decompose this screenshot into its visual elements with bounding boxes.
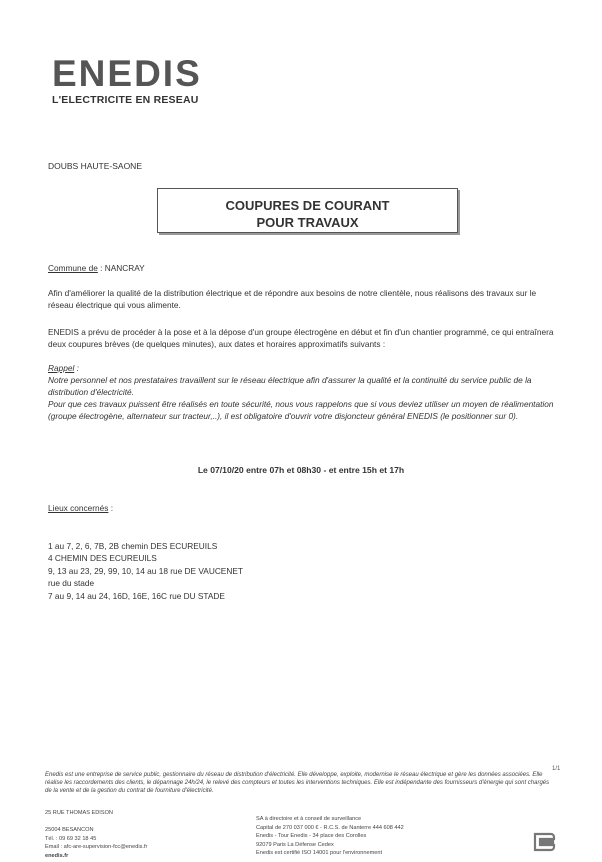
address-line	[45, 818, 147, 827]
legal-line: Enedis - Tour Enedis - 34 place des Corolles	[256, 833, 367, 840]
title-line-2: POUR TRAVAUX	[256, 215, 359, 230]
commune-value: : NANCRAY	[97, 263, 145, 273]
schedule-paragraph: ENEDIS a prévu de procéder à la pose et à la dépose d'un groupe électrogène en début et fin d'un chantier programmé, ce qui entraînera deux coupures brèves (de quelques minutes), aux dates et horaires approximatifs suivants :	[48, 327, 554, 349]
legal-line: Enedis est certifié ISO 14001 pour l'environnement	[256, 850, 383, 857]
logo-tagline: L'ELECTRICITE EN RESEAU	[52, 94, 199, 106]
page-number: 1/1	[552, 766, 561, 772]
commune-line	[48, 262, 145, 274]
legal-line: 92079 Paris La Défense Cedex	[256, 841, 334, 848]
place-item: 4 CHEMIN DES ECUREUILS	[48, 553, 157, 564]
lieux-label: Lieux concernés	[48, 503, 109, 513]
commune-label: Commune de	[48, 263, 98, 273]
intro-paragraph: Afin d'améliorer la qualité de la distribution électrique et de répondre aux besoins de notre clientèle, nous réalisons des travaux sur le réseau électrique qui vous alimente.	[48, 288, 537, 310]
place-item: 1 au 7, 2, 6, 7B, 2B chemin DES ECUREUILS	[48, 541, 218, 551]
logo-wordmark: ENEDIS	[52, 53, 202, 94]
address-line: 25004 BESANCON	[45, 827, 94, 834]
rappel-text-1: Notre personnel et nos prestataires travaillent sur le réseau électrique afin d'assurer la qualité et la continuité du service public de la distribution d'électricité.	[48, 375, 532, 397]
place-item: 9, 13 au 23, 29, 99, 10, 14 au 18 rue DE VAUCENET	[48, 565, 243, 576]
outage-dates: Le 07/10/20 entre 07h et 08h30 - et entre 15h et 17h	[197, 465, 405, 475]
lieux-suffix: :	[108, 503, 114, 513]
places-list	[48, 540, 243, 602]
title-line-1: COUPURES DE COURANT	[225, 198, 390, 213]
rappel-heading-suffix: :	[74, 363, 79, 373]
place-item: rue du stade	[48, 578, 95, 589]
title-box	[157, 188, 458, 233]
rappel-heading: Rappel	[48, 363, 75, 373]
website-link[interactable]: enedis.fr	[45, 852, 69, 859]
footer-description: Enedis est une entreprise de service public, gestionnaire du réseau de distribution d'électricité. Elle développe, exploite, modernise le réseau électrique et gère les données associées. Elle réalise les raccordements des clients, le dépannage 24h/24, le relevé des compteurs et toutes les interventions techniques. Elle est indépendante des fournisseurs d'énergie qui sont chargés de la vente et de la gestion du contrat de fourniture d'électricité.	[45, 772, 550, 794]
enedis-mark-icon	[531, 829, 557, 855]
address-line: Tél. : 09 69 32 18 45	[45, 835, 97, 842]
region-label: DOUBS HAUTE-SAONE	[48, 161, 142, 171]
address-line: 25 RUE THOMAS EDISON	[45, 810, 113, 816]
rappel-section	[48, 362, 562, 422]
footer-address-right	[256, 815, 404, 858]
footer-address-left	[45, 809, 147, 861]
enedis-logo	[52, 53, 202, 106]
place-item: 7 au 9, 14 au 24, 16D, 16E, 16C rue DU STADE	[48, 590, 225, 601]
legal-line: SA à directoire et à conseil de surveillance	[256, 816, 362, 822]
address-line: Email : afc-are-supervision-fcc@enedis.fr	[45, 844, 148, 851]
rappel-text-2: Pour que ces travaux puissent être réalisés en toute sécurité, nous vous rappelons que si vous deviez utiliser un moyen de réalimentation (groupe électrogène, alternateur sur tracteur,..), il est obligatoire d'ouvrir votre disjoncteur général ENEDIS (le positionner sur 0).	[48, 399, 554, 421]
legal-line: Capital de 270 037 000 € - R.C.S. de Nanterre 444 608 442	[256, 824, 404, 831]
lieux-heading	[48, 502, 113, 514]
